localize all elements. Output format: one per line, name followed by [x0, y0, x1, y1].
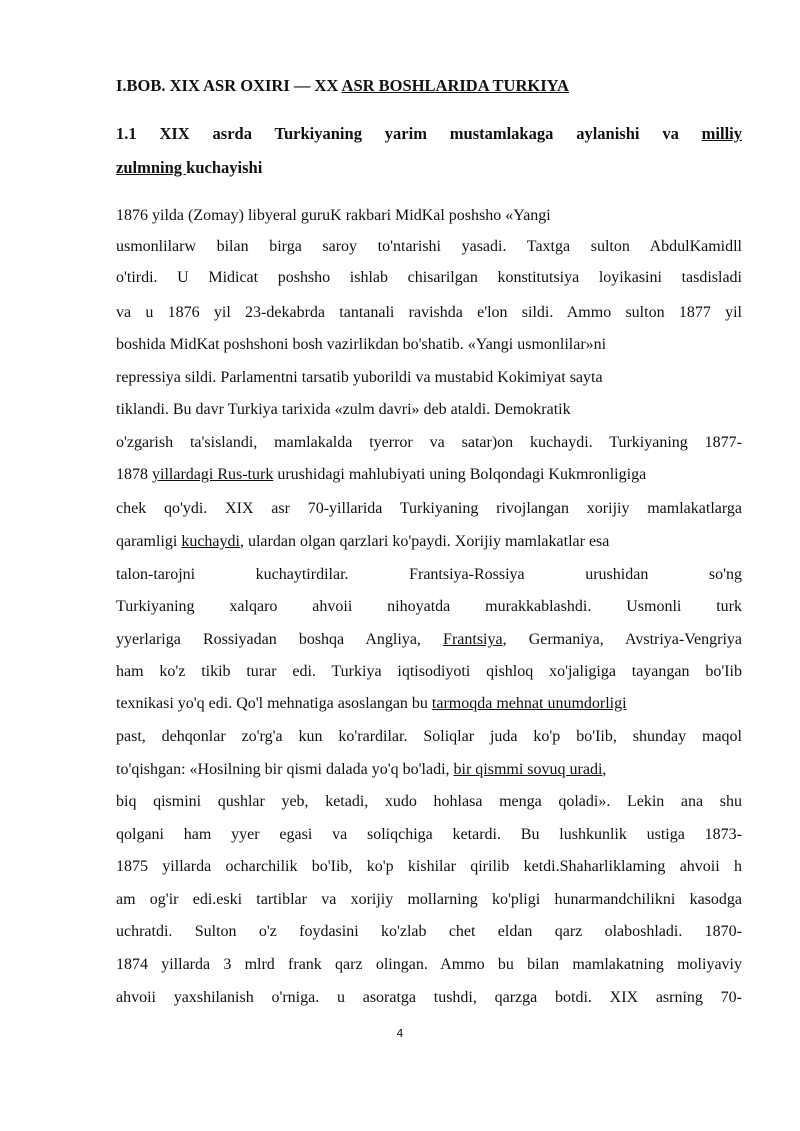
section-heading-text: 1.1 XIX asrda Turkiyaning yarim mustamlakaga aylanishi va [116, 124, 702, 143]
body-line-16 [116, 694, 742, 714]
text-span: texnikasi yo'q edi. Qo'l mehnatiga asoslangan bu [116, 695, 432, 712]
body-line-24: 1874 yillarda 3 mlrd frank qarz olingan. Ammo bu bilan mamlakatning moliyaviy [116, 956, 742, 973]
chapter-heading [116, 76, 569, 96]
body-line-4: va u 1876 yil 23-dekabrda tantanali ravishda e'lon sildi. Ammo sulton 1877 yil [116, 304, 742, 321]
body-line-25: ahvoii yaxshilanish o'rniga. u asoratga tushdi, qarzga botdi. XIX asrning 70- [116, 989, 742, 1006]
body-line-13: Turkiyaning xalqaro ahvoii nihoyatda murakkablashdi. Usmonli turk [116, 598, 742, 615]
body-line-1: 1876 yilda (Zomay) libyeral guruK rakbari MidKal poshsho «Yangi [116, 207, 551, 224]
underlined-span: kuchaydi [181, 533, 240, 550]
underlined-span: bir qismmi sovuq uradi [453, 761, 603, 778]
body-line-12: talon-tarojni kuchaytirdilar. Frantsiya-Rossiya urushidan so'ng [116, 566, 742, 583]
section-heading-line-2 [116, 158, 742, 178]
body-line-2: usmonlilarw bilan birga saroy to'ntarishi yasadi. Taxtga sulton AbdulKamidll [116, 238, 742, 255]
body-line-11 [116, 532, 742, 552]
underlined-span: yillardagi Rus-turk [152, 466, 274, 483]
section-heading-underlined: milliy [701, 124, 742, 143]
text-span: qaramligi [116, 533, 182, 550]
text-span: , Germaniya, Avstriya-Vengriya [502, 631, 742, 648]
text-span: , [602, 761, 607, 778]
text-span: , ulardan olgan qarzlari ko'paydi. Xorijiy mamlakatlar esa [239, 533, 610, 550]
chapter-heading-text: I.BOB. XIX ASR OXIRI — XX [116, 76, 342, 95]
body-line-6: repressiya sildi. Parlamentni tarsatib yuborildi va mustabid Kokimiyat sayta [116, 369, 603, 386]
section-heading-line-1 [116, 124, 742, 144]
body-line-9 [116, 465, 742, 485]
body-line-23: uchratdi. Sulton o'z foydasini ko'zlab chet eldan qarz olaboshladi. 1870- [116, 923, 742, 940]
body-line-18 [116, 760, 742, 780]
body-line-21: 1875 yillarda ocharchilik bo'Iib, ko'p kishilar qirilib ketdi.Shaharliklaming ahvoii h [116, 858, 742, 875]
text-span: to'qishgan: «Hosilning bir qismi dalada yo'q bo'ladi, [116, 761, 454, 778]
body-line-14 [116, 630, 742, 650]
body-line-8: o'zgarish ta'sislandi, mamlakalda tyerror va satar)on kuchaydi. Turkiyaning 1877- [116, 434, 742, 451]
section-heading-text-2: kuchayishi [186, 158, 263, 177]
body-line-15: ham ko'z tikib turar edi. Turkiya iqtisodiyoti qishloq xo'jaligiga tayangan bo'Iib [116, 663, 742, 680]
text-span: yyerlariga Rossiyadan boshqa Angliya, [116, 631, 444, 648]
body-line-3: o'tirdi. U Midicat poshsho ishlab chisarilgan konstitutsiya loyikasini tasdisladi [116, 269, 742, 286]
text-span: 1878 [116, 466, 152, 483]
section-heading-underlined-2: zulmning [116, 158, 187, 177]
body-line-10: chek qo'ydi. XIX asr 70-yillarida Turkiyaning rivojlangan xorijiy mamlakatlarga [116, 500, 742, 517]
text-span: urushidagi mahlubiyati uning Bolqondagi Kukmronligiga [273, 466, 647, 483]
body-line-5: boshida MidKat poshshoni bosh vazirlikdan bo'shatib. «Yangi usmonlilar»ni [116, 336, 607, 353]
body-line-19: biq qismini qushlar yeb, ketadi, xudo hohlasa menga qoladi». Lekin ana shu [116, 793, 742, 810]
body-line-20: qolgani ham yyer egasi va soliqchiga ketardi. Bu lushkunlik ustiga 1873- [116, 826, 742, 843]
body-line-7: tiklandi. Bu davr Turkiya tarixida «zulm davri» deb ataldi. Demokratik [116, 401, 571, 418]
page-number: 4 [396, 1027, 404, 1040]
body-line-22: am og'ir edi.eski tartiblar va xorijiy mollarning ko'pligi hunarmandchilikni kasodga [116, 891, 742, 908]
underlined-span: tarmoqda mehnat unumdorligi [431, 695, 627, 712]
chapter-heading-underlined: ASR BOSHLARIDA TURKIYA [341, 76, 569, 95]
underlined-span: Frantsiya [443, 631, 503, 648]
body-line-17: past, dehqonlar zo'rg'a kun ko'rardilar. Soliqlar juda ko'p bo'Iib, shunday maqol [116, 728, 742, 745]
